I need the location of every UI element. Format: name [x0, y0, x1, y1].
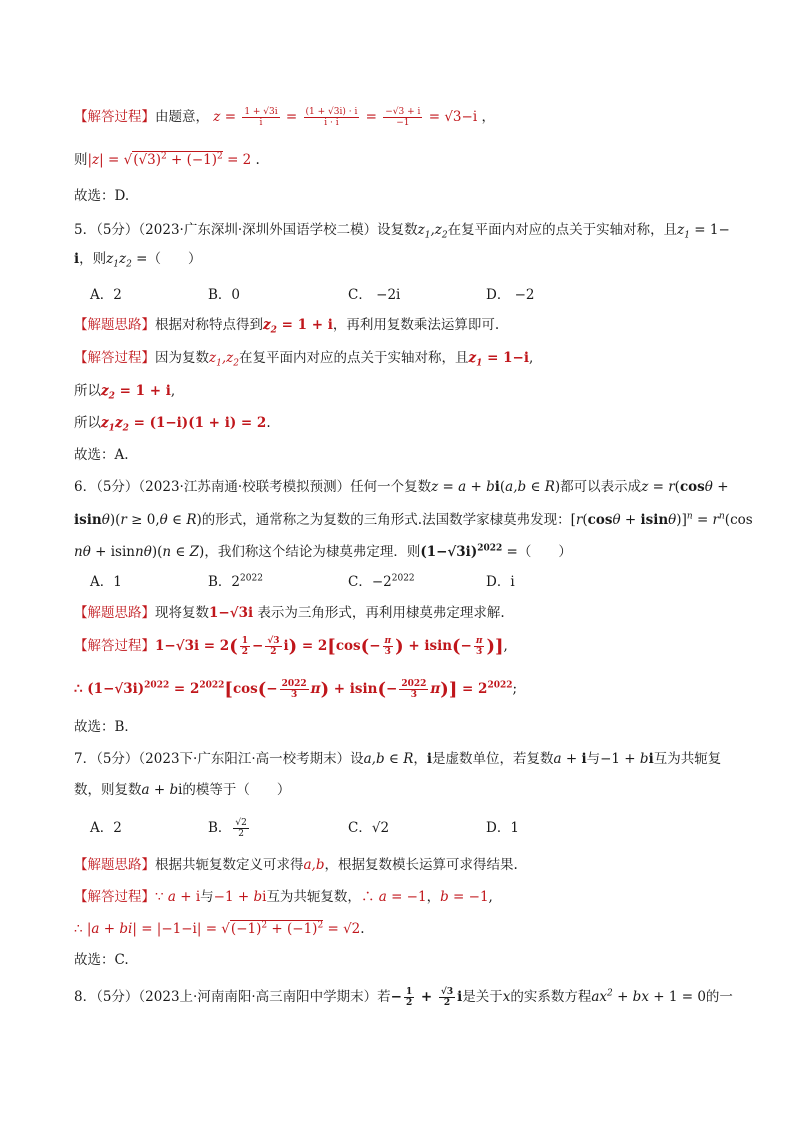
- q5-product: $z_1z_2$ =: [106, 251, 148, 270]
- q5-option-b[interactable]: B．0: [208, 287, 241, 303]
- q5-stem-a: 5．（5分）（2023·广东深圳·深圳外国语学校二模）设复数: [74, 222, 418, 238]
- q6-stem-line3: nθ + isinnθ)(n ∈ Z)，我们称这个结论为棣莫弗定理．则$(1-√3i)^{2022}$ =（ ）: [74, 543, 572, 560]
- q5-stem-line1: [74, 220, 734, 240]
- q5-options: [0, 283, 794, 303]
- q7-process-line2: ∴ $|a + bi| = |-1-i| = √(-1)^2 + (-1)^2 = √2$.: [74, 920, 365, 937]
- q7-process-with: 与: [200, 889, 214, 905]
- q8-stem-d: 的一: [705, 989, 733, 1005]
- q7-process-line1: 【解答过程】∵ a + i与−1 + bi互为共轭复数，∴ a = −1，b = −1,: [74, 889, 493, 905]
- q6-idea-a: 现将复数: [155, 605, 209, 621]
- q6-idea-b: 表示为三角形式，再利用棣莫弗定理求解.: [257, 605, 505, 621]
- q7-stem-e: 互为共轭复: [653, 751, 722, 767]
- q5-idea-a: 根据对称特点得到: [155, 317, 263, 333]
- q4-answer: 故选：D.: [74, 188, 130, 204]
- q5-option-d[interactable]: D． −2: [486, 287, 535, 303]
- solution-process-tag: 【解答过程】: [74, 638, 155, 654]
- q7-stem-f: 数，则复数: [74, 782, 142, 798]
- q5-stem-b: 在复平面内对应的点关于实轴对称，且: [447, 222, 678, 238]
- q6-idea-line: [74, 603, 734, 623]
- q7-process-c2: −1 + bi: [213, 889, 267, 905]
- q5-product-eq: $z_1z_2 = (1-i)(1 + i) = 2$: [101, 415, 267, 434]
- q7-option-b-label: B．: [208, 820, 232, 836]
- q6-answer: 故选：B．: [74, 719, 138, 735]
- q7-stem-d: 与: [586, 751, 601, 767]
- q5-process-z: $z_1,z_2$: [209, 350, 239, 369]
- q5-answer: 故选：A.: [74, 447, 129, 463]
- solution-process-tag: 【解答过程】: [74, 109, 155, 125]
- q8-x: x: [502, 989, 511, 1005]
- q6-options: [0, 570, 794, 590]
- q6-option-a[interactable]: A．1: [90, 574, 122, 590]
- q5-so-line1: 所以$z_2 = 1 + i$,: [74, 383, 176, 402]
- q5-option-a[interactable]: A．2: [90, 287, 122, 303]
- q5-option-c[interactable]: C． −2i: [348, 287, 401, 303]
- q6-option-d[interactable]: D．i: [486, 574, 515, 590]
- q7-stem-line2: [74, 780, 734, 800]
- q6-stem-c: 的形式，通常称之为复数的三角形式.法国数学家棣莫弗发现：: [201, 512, 571, 528]
- q4-process-line: 【解答过程】由题意， z = $\frac{1 + √3i}{i}$ = $\frac{(1 + √3i) \cdot i}{i \cdot i}$ = $\frac{-√3 + i}{-1}$ = √3−i ，: [74, 107, 495, 128]
- q6-stem-d: ，我们称这个结论为棣莫弗定理．则: [204, 544, 421, 560]
- q6-stem-e: （ ）: [517, 544, 572, 560]
- q7-process-values: ∴ a = −1: [360, 889, 427, 905]
- solution-idea-tag: 【解题思路】: [74, 857, 155, 873]
- q7-process-b: b = −1: [440, 889, 489, 905]
- q7-stem-line1: [74, 749, 734, 769]
- q7-abi: a + bi: [141, 782, 183, 798]
- q5-option-d-label: D．: [486, 287, 511, 303]
- q5-process-z1: $z_1 = 1-i$: [468, 350, 529, 369]
- q7-c1: a + i: [553, 751, 587, 767]
- q7-idea-a: 根据共轭复数定义可求得: [155, 857, 304, 873]
- q5-so-line2: 所以$z_1z_2 = (1-i)(1 + i) = 2$.: [74, 415, 271, 434]
- q8-equation: $ax^2$ + bx + 1 = 0: [591, 988, 706, 1005]
- q4-formula: z = $\frac{1 + √3i}{i}$ = $\frac{(1 + √3i) \cdot i}{i \cdot i}$ = $\frac{-√3 + i}{-1}$ = √3−i: [213, 107, 478, 128]
- q5-idea-formula: $z_2 = 1 + i$: [263, 317, 333, 336]
- q7-process-mid: 互为共轭复数，: [266, 889, 361, 905]
- q5-so: 所以: [74, 383, 101, 399]
- q5-process-a: 因为复数: [155, 350, 209, 366]
- q5-idea-b: ，再利用复数乘法运算即可.: [332, 317, 500, 333]
- q5-z2-eq: $z_2 = 1 + i$: [101, 383, 171, 402]
- q8-stem-c: 的实系数方程: [510, 989, 592, 1005]
- q4-conclude: 则: [74, 152, 88, 168]
- q7-stem-b: ，: [413, 751, 427, 767]
- q7-idea-line: [74, 855, 734, 875]
- q6-demoivre-a: $[r(\cos\theta + isin\theta)]^n = r^n(\cos$: [570, 511, 753, 528]
- q8-root: − $\frac{1}{2}$ + $\frac{√3}{2}$ i: [390, 987, 463, 1008]
- q6-stem-b: 都可以表示成: [560, 479, 642, 495]
- q7-stem-c: 是虚数单位，若复数: [432, 751, 554, 767]
- q7-c2: −1 + bi: [600, 751, 654, 767]
- q5-z1z2: $z_1,z_2$: [417, 222, 448, 241]
- q4-process-lead: 由题意，: [155, 109, 209, 125]
- q7-idea-ab: a,b: [303, 857, 325, 873]
- q7-idea-b: ，根据复数模长运算可求得结果.: [324, 857, 518, 873]
- q6-option-c-label: C．: [348, 574, 372, 590]
- q5-process-b: 在复平面内对应的点关于实轴对称，且: [239, 350, 469, 366]
- q7-option-c-label: C．: [348, 820, 372, 836]
- q4-modulus-line: 则$|z| = √(√3)^2 + (-1)^2 = 2$ .: [74, 151, 260, 168]
- q6-process-line1: 【解答过程】1−√3i = 2( $\frac{1}{2}$ − $\frac{√3}{2}$ i) = 2[cos(− $\frac{\pi}{3}$ ) + isin(− $\frac{\pi}{3}$ )],: [74, 636, 508, 657]
- solution-process-tag: 【解答过程】: [74, 350, 155, 366]
- q7-options: [0, 816, 794, 840]
- q7-stem-g: 的模等于（ ）: [182, 782, 291, 798]
- q5-i: i: [74, 251, 80, 267]
- q5-z1-eq: $z_1 = 1-$: [677, 222, 730, 241]
- q7-stem-a: 7．（5分）（2023下·广东阳江·高一校考期末）设: [74, 751, 364, 767]
- q7-option-a[interactable]: A．2: [90, 820, 122, 836]
- q6-z-form: z = a + bi(a,b ∈ R): [431, 479, 561, 495]
- q5-option-c-label: C．: [348, 287, 372, 303]
- q6-option-b[interactable]: B．$2^{2022}$: [208, 573, 263, 590]
- q7-option-b[interactable]: B． $\frac{√2}{2}$: [208, 818, 247, 839]
- q6-process-line2: ∴ $(1-√3i)^{2022} = 2^{2022}[\cos(-$ $\frac{2022}{3}$ π) + isin(− $\frac{2022}{3}$ $\pi)] = 2^{2022}$;: [74, 679, 518, 700]
- q7-option-d[interactable]: D．1: [486, 820, 519, 836]
- q8-stem-line1: [74, 987, 734, 1008]
- q6-stem-a: 6．（5分）（2023·江苏南通·校联考模拟预测）任何一个复数: [74, 479, 432, 495]
- q6-demoivre-b: nθ + isinnθ)(n ∈ Z): [74, 544, 205, 560]
- q6-process-result: ∴ $(1-√3i)^{2022} = 2^{2022}[\cos(-$ $\frac{2022}{3}$ π) + isin(− $\frac{2022}{3}$ $\pi)] = 2^{2022}$: [74, 679, 513, 700]
- solution-process-tag: 【解答过程】: [74, 889, 155, 905]
- q5-process-line: 【解答过程】因为复数$z_1,z_2$在复平面内对应的点关于实轴对称，且$z_1 = 1-i$,: [74, 350, 534, 369]
- q6-stem-line1: [74, 477, 734, 497]
- solution-idea-tag: 【解题思路】: [74, 605, 155, 621]
- q6-option-b-label: B．: [208, 574, 232, 590]
- q6-stem-line2: [74, 510, 753, 530]
- q6-idea-formula: 1−√3i: [209, 605, 254, 621]
- q5-stem-d: （ ）: [147, 251, 202, 267]
- q7-process-c1: ∵ a + i: [155, 889, 201, 905]
- q5-so: 所以: [74, 415, 101, 431]
- q5-stem-line2: [74, 249, 734, 269]
- q6-option-c[interactable]: C．$-2^{2022}$: [348, 573, 415, 590]
- q7-answer: 故选：C.: [74, 952, 129, 968]
- q4-modulus-formula: $|z| = √(√3)^2 + (-1)^2 = 2$: [87, 151, 252, 168]
- q6-trig-a: z = r(cosθ +: [641, 479, 729, 495]
- q5-idea-line: [74, 315, 734, 335]
- q6-power: $(1-√3i)^{2022}$: [420, 543, 503, 560]
- q7-ab: a,b ∈ R: [363, 751, 414, 767]
- q8-stem-b: 是关于: [462, 989, 503, 1005]
- q5-stem-c: ，则: [79, 251, 107, 267]
- q6-trig-b: isinθ)(r ≥ 0,θ ∈ R): [74, 512, 202, 528]
- q7-process-modulus: ∴ $|a + bi| = |-1-i| = √(-1)^2 + (-1)^2 = √2$: [74, 920, 361, 937]
- q8-stem-a: 8．（5分）（2023上·河南南阳·高三南阳中学期末）若: [74, 989, 391, 1005]
- solution-idea-tag: 【解题思路】: [74, 317, 155, 333]
- q7-i: i: [426, 751, 433, 767]
- q7-option-c[interactable]: C．√2: [348, 820, 390, 836]
- q6-process-formula: 1−√3i = 2( $\frac{1}{2}$ − $\frac{√3}{2}$ i) = 2[cos(− $\frac{\pi}{3}$ ) + isin(− $\frac{\pi}{3}$ )]: [155, 636, 504, 657]
